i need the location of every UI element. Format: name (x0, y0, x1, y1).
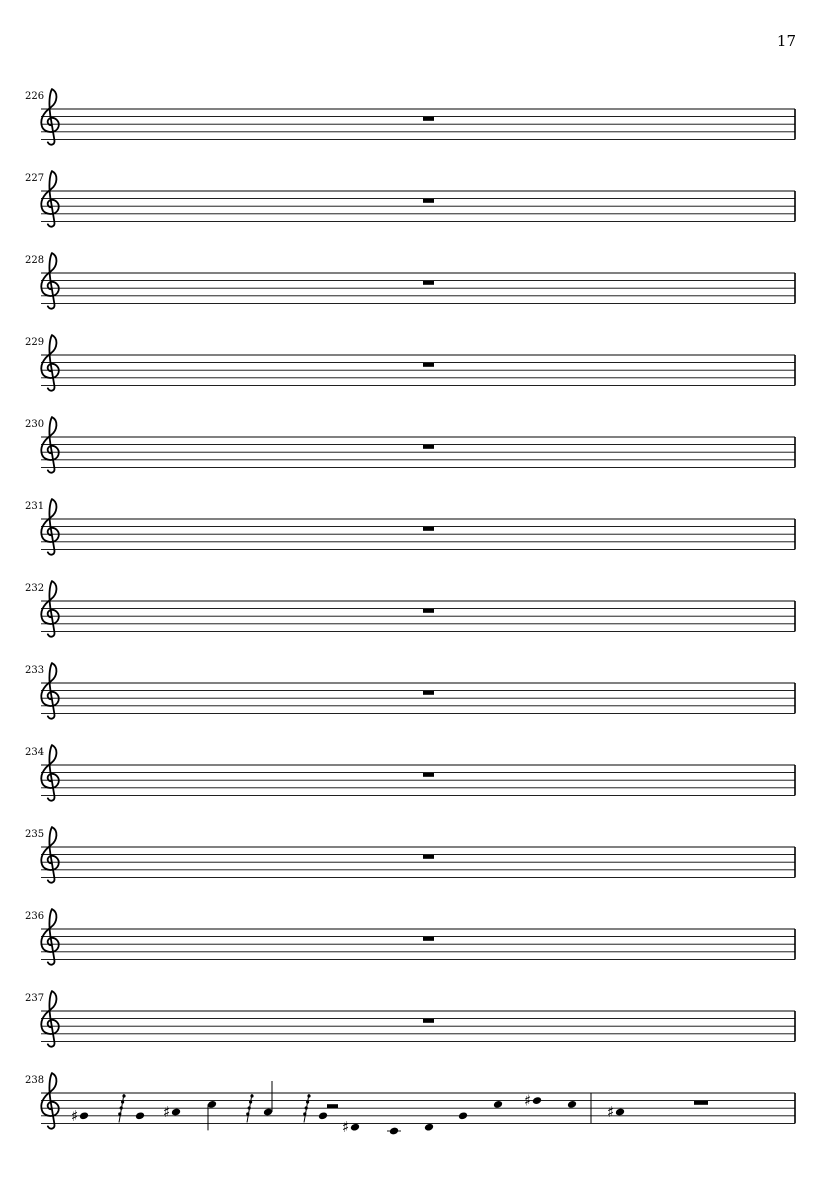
measure-number: 236 (25, 911, 45, 922)
measure-number: 231 (25, 501, 45, 512)
rest-flag (122, 1094, 125, 1097)
whole-rest (423, 773, 434, 777)
notehead (615, 1108, 625, 1117)
whole-rest (423, 937, 434, 941)
notehead (79, 1111, 89, 1120)
whole-rest (423, 363, 434, 367)
notehead (424, 1123, 434, 1132)
whole-rest (423, 117, 434, 121)
sharp-icon: ♯ (342, 1118, 350, 1137)
measure-number: 237 (25, 993, 45, 1004)
rest-flag (307, 1094, 310, 1097)
whole-rest (423, 527, 434, 531)
sharp-icon: ♯ (163, 1103, 171, 1121)
notehead (458, 1111, 468, 1120)
sharp-icon: ♯ (607, 1103, 615, 1121)
measure-number: 230 (25, 419, 45, 430)
rest-flag (305, 1106, 308, 1109)
page-number: 17 (776, 32, 796, 50)
measure-number: 229 (25, 337, 45, 348)
notehead (171, 1108, 181, 1117)
sharp-icon: ♯ (71, 1106, 79, 1125)
whole-rest (423, 1019, 434, 1023)
notehead (350, 1123, 360, 1132)
rest-flag (250, 1094, 253, 1097)
notehead (493, 1100, 503, 1109)
whole-rest (423, 609, 434, 613)
half-rest (327, 1104, 338, 1108)
notehead (135, 1111, 145, 1120)
whole-rest (423, 691, 434, 695)
rest-flag (118, 1112, 121, 1115)
sharp-icon: ♯ (524, 1091, 532, 1110)
measure-number: 233 (25, 665, 45, 676)
whole-rest (423, 855, 434, 859)
rest-flag (303, 1112, 306, 1115)
rest-flag (246, 1112, 249, 1115)
rest-flag (306, 1100, 309, 1103)
measure-number: 226 (25, 91, 45, 102)
notehead (389, 1127, 399, 1136)
measure-number: 228 (25, 255, 45, 266)
notehead (567, 1100, 577, 1109)
rest-flag (120, 1106, 123, 1109)
rest-flag (248, 1106, 251, 1109)
notehead (532, 1096, 542, 1105)
measure-number: 234 (25, 747, 45, 758)
whole-rest (423, 199, 434, 203)
measure-number: 235 (25, 829, 45, 840)
measure-number: 227 (25, 173, 45, 184)
rest-flag (121, 1100, 124, 1103)
measure-number: 232 (25, 583, 45, 594)
whole-rest (423, 281, 434, 285)
notehead (318, 1111, 328, 1120)
whole-rest (694, 1101, 708, 1105)
measure-number: 238 (25, 1075, 45, 1086)
rest-flag (249, 1100, 252, 1103)
whole-rest (423, 445, 434, 449)
